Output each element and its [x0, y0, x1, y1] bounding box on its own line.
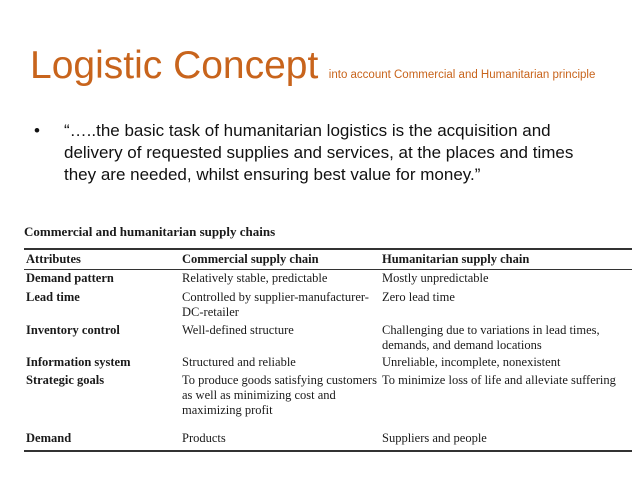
- slide-title: Logistic Concept: [30, 44, 319, 87]
- slide-subtitle: into account Commercial and Humanitarian principle: [328, 69, 596, 81]
- row-commercial: To produce goods satisfying customers as well as minimizing cost and maximizing profit: [182, 373, 377, 417]
- quote-text: “…..the basic task of humanitarian logistics is the acquisition and delivery of requested supplies and services, at the places and times they are needed, whilst ensuring best value for money.”: [64, 121, 574, 184]
- row-humanitarian: To minimize loss of life and alleviate suffering: [382, 373, 616, 387]
- table-row: [24, 373, 632, 431]
- row-humanitarian: Suppliers and people: [382, 431, 487, 445]
- row-humanitarian: Zero lead time: [382, 290, 455, 304]
- row-attribute: Strategic goals: [26, 373, 105, 387]
- table-header-row: [24, 250, 632, 270]
- table-caption: Commercial and humanitarian supply chains: [24, 224, 276, 239]
- header-attributes: Attributes: [26, 252, 81, 266]
- row-attribute: Information system: [26, 355, 131, 369]
- table-row: [24, 323, 632, 354]
- row-commercial: Structured and reliable: [182, 355, 296, 369]
- supply-chain-table: [24, 224, 632, 452]
- header-commercial: Commercial supply chain: [182, 252, 319, 266]
- row-commercial: Controlled by supplier-manufacturer-DC-retailer: [182, 290, 369, 319]
- row-humanitarian: Challenging due to variations in lead times, demands, and demand locations: [382, 323, 600, 352]
- bullet-icon: •: [34, 121, 40, 140]
- row-humanitarian: Unreliable, incomplete, nonexistent: [382, 355, 561, 369]
- table-row: [24, 290, 632, 321]
- table-row: [24, 355, 632, 372]
- quote-bullet: [34, 120, 604, 186]
- table-row: [24, 271, 632, 288]
- table-row: [24, 431, 632, 448]
- row-commercial: Well-defined structure: [182, 323, 294, 337]
- row-commercial: Relatively stable, predictable: [182, 271, 328, 285]
- title-row: [30, 44, 595, 88]
- header-humanitarian: Humanitarian supply chain: [382, 252, 530, 266]
- row-attribute: Inventory control: [26, 323, 120, 337]
- row-attribute: Lead time: [26, 290, 80, 304]
- row-attribute: Demand pattern: [26, 271, 114, 285]
- row-attribute: Demand: [26, 431, 72, 445]
- table-bottom-rule: [24, 450, 632, 452]
- row-commercial: Products: [182, 431, 226, 445]
- row-humanitarian: Mostly unpredictable: [382, 271, 489, 285]
